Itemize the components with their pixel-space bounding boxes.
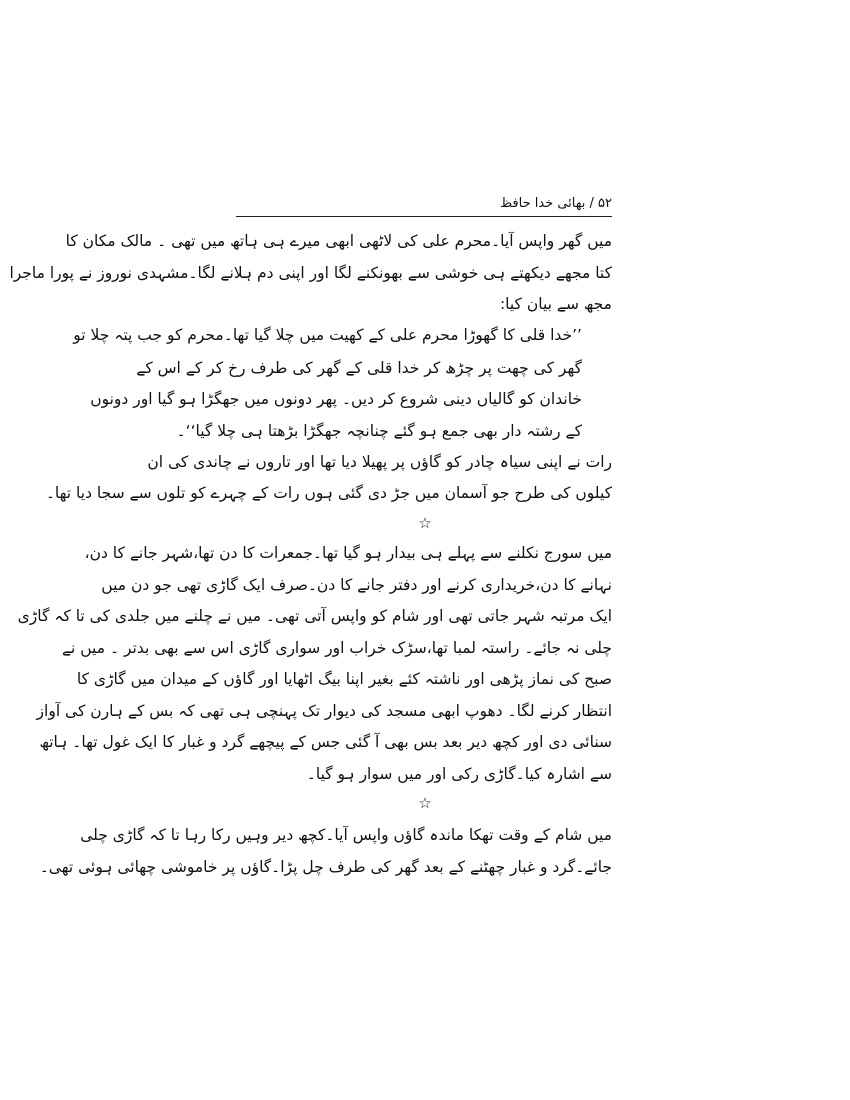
quote-line: ’’خدا قلی کا گھوڑا محرم علی کے کھیت میں چلا گیا تھا۔محرم کو جب پتہ چلا تو xyxy=(73,326,582,344)
text-line: صبح کی نماز پڑھی اور ناشتہ کئے بغیر اپنا بیگ اٹھایا اور گاؤں کے میدان میں گاڑی کا xyxy=(76,670,612,688)
text-line: سے اشارہ کیا۔گاڑی رکی اور میں سوار ہو گیا۔ xyxy=(306,765,612,783)
text-line: جائے۔گرد و غبار چھٹنے کے بعد گھر کی طرف چل پڑا۔گاؤں پر خاموشی چھائی ہوئی تھی۔ xyxy=(39,858,612,876)
header-rule xyxy=(236,216,612,217)
text-line: کیلوں کی طرح جو آسمان میں جڑ دی گئی ہوں رات کے چہرے کو تلوں سے سجا دیا تھا۔ xyxy=(45,484,612,502)
text-line: چلی نہ جائے۔ راستہ لمبا تھا،سڑک خراب اور سواری گاڑی اس سے بھی بدتر ۔ میں نے xyxy=(61,639,612,657)
text-line: میں سورج نکلنے سے پہلے ہی بیدار ہو گیا تھا۔جمعرات کا دن تھا،شہر جانے کا دن، xyxy=(84,544,612,562)
text-line: میں شام کے وقت تھکا ماندہ گاؤں واپس آیا۔کچھ دیر وہیں رکا رہا تا کہ گاڑی چلی xyxy=(80,826,612,844)
running-header: ۵۲ / بھائی خدا حافظ xyxy=(500,196,612,211)
text-line: رات نے اپنی سیاہ چادر کو گاؤں پر پھیلا دیا تھا اور تاروں نے چاندی کی ان xyxy=(147,453,612,471)
text-line: مجھ سے بیان کیا: xyxy=(499,295,612,313)
quote-line: خاندان کو گالیاں دینی شروع کر دیں۔ پھر دونوں میں جھگڑا ہو گیا اور دونوں xyxy=(90,390,582,408)
text-line: ایک مرتبہ شہر جاتی تھی اور شام کو واپس آتی تھی۔ میں نے چلنے میں جلدی کی تا کہ گاڑی xyxy=(17,607,612,625)
text-line: نہانے کا دن،خریداری کرنے اور دفتر جانے کا دن۔صرف ایک گاڑی تھی جو دن میں xyxy=(101,576,612,594)
quote-line: کے رشتہ دار بھی جمع ہو گئے چنانچہ جھگڑا بڑھتا ہی چلا گیا‘‘۔ xyxy=(176,422,582,440)
quote-line: گھر کی چھت پر چڑھ کر خدا قلی کے گھر کی طرف رخ کر کے اس کے xyxy=(136,359,582,377)
section-divider-star: ☆ xyxy=(418,794,432,812)
text-line: سنائی دی اور کچھ دیر بعد بس بھی آ گئی جس کے پیچھے گرد و غبار کا ایک غول تھا۔ ہاتھ xyxy=(39,733,612,751)
section-divider-star: ☆ xyxy=(418,514,432,532)
text-line: میں گھر واپس آیا۔محرم علی کی لاٹھی ابھی میرے ہی ہاتھ میں تھی ۔ مالک مکان کا xyxy=(65,232,612,250)
text-line: انتظار کرنے لگا۔ دھوپ ابھی مسجد کی دیوار تک پہنچی ہی تھی کہ بس کے ہارن کی آواز xyxy=(36,702,612,720)
text-line: کتا مجھے دیکھتے ہی خوشی سے بھونکنے لگا اور اپنی دم ہلانے لگا۔مشہدی نوروز نے پورا ماجرا xyxy=(9,264,612,282)
